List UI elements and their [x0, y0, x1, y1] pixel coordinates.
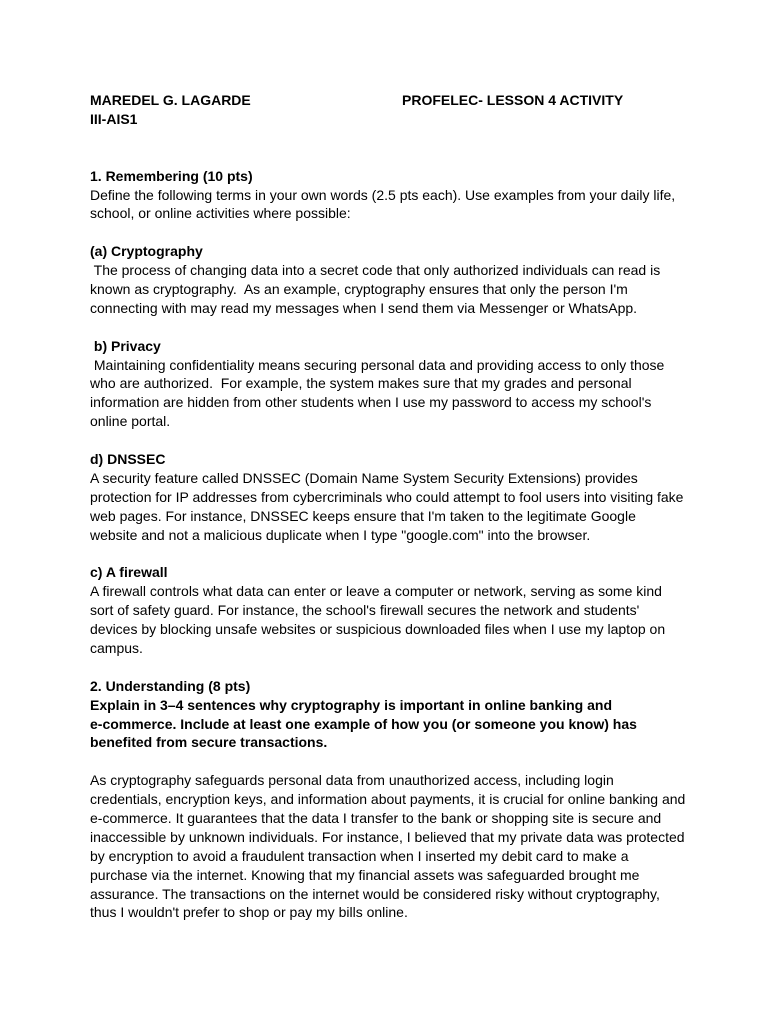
q2-prompt-line: Explain in 3–4 sentences why cryptography is important in online banking and — [90, 696, 612, 713]
q2-prompt-line: benefited from secure transactions. — [90, 734, 328, 751]
term-heading-dnssec: d) DNSSEC — [90, 451, 166, 468]
document-page — [90, 91, 690, 922]
spacer — [90, 752, 690, 771]
q2-answer-line: e-commerce. It guarantees that the data I transfer to the bank or shopping site is secure and — [90, 809, 662, 826]
term-body-line: website and not a malicious duplicate when I type "google.com" into the browser. — [90, 526, 591, 543]
term-body-line: A security feature called DNSSEC (Domain Name System Security Extensions) provides — [90, 469, 638, 486]
q2-answer-line: purchase via the internet. Knowing that my financial assets was safeguarded brought me — [90, 866, 640, 883]
q2-answer-line: inaccessible by unknown individuals. For instance, I believed that my private data was protected — [90, 828, 685, 845]
q2-prompt-line: e-commerce. Include at least one example of how you (or someone you know) has — [90, 715, 637, 732]
term-body-line: campus. — [90, 639, 143, 656]
spacer — [90, 658, 690, 677]
term-body-line: The process of changing data into a secret code that only authorized individuals can read is — [90, 262, 661, 279]
term-body-line: online portal. — [90, 413, 171, 430]
term-body-line: web pages. For instance, DNSSEC keeps ensure that I'm taken to the legitimate Google — [90, 507, 636, 524]
q2-answer-line: As cryptography safeguards personal data from unauthorized access, including login — [90, 772, 614, 789]
term-body-line: connecting with may read my messages when I send them via Messenger or WhatsApp. — [90, 299, 638, 316]
spacer — [90, 545, 690, 564]
spacer — [90, 223, 690, 242]
q2-title: 2. Understanding (8 pts) — [90, 677, 251, 694]
term-body-line: known as cryptography. As an example, cryptography ensures that only the person I'm — [90, 281, 628, 298]
q2-answer-line: by encryption to avoid a fraudulent transaction when I inserted my debit card to make a — [90, 847, 629, 864]
term-body-line: protection for IP addresses from cybercriminals who could attempt to fool users into visiting fake — [90, 488, 684, 505]
term-heading-firewall: c) A firewall — [90, 564, 168, 581]
term-body-line: Maintaining confidentiality means securing personal data and providing access to only those — [90, 356, 665, 373]
student-name: MAREDEL G. LAGARDE — [90, 92, 251, 108]
term-body-line: A firewall controls what data can enter or leave a computer or network, serving as some kind — [90, 583, 662, 600]
term-body-line: sort of safety guard. For instance, the school's firewall secures the network and students' — [90, 602, 640, 619]
term-body-line: devices by blocking unsafe websites or suspicious downloaded files when I use my laptop on — [90, 621, 666, 638]
q2-answer-line: thus I wouldn't prefer to shop or pay my bills online. — [90, 904, 408, 921]
q1-title: 1. Remembering (10 pts) — [90, 167, 253, 184]
term-heading-privacy: b) Privacy — [90, 337, 161, 354]
spacer — [90, 318, 690, 337]
spacer — [90, 431, 690, 450]
q1-instructions-line: school, or online activities where possible: — [90, 205, 351, 222]
term-heading-cryptography: (a) Cryptography — [90, 243, 203, 260]
term-body-line: who are authorized. For example, the system makes sure that my grades and personal — [90, 375, 632, 392]
spacer — [90, 129, 690, 167]
header-row — [90, 91, 690, 110]
activity-title: PROFELEC- LESSON 4 ACTIVITY — [402, 92, 624, 108]
q1-instructions-line: Define the following terms in your own words (2.5 pts each). Use examples from your daily life, — [90, 186, 676, 203]
q2-answer-line: credentials, encryption keys, and information about payments, it is crucial for online banking and — [90, 791, 686, 808]
section-code: III-AIS1 — [90, 111, 138, 127]
term-body-line: information are hidden from other students when I use my password to access my school's — [90, 394, 652, 411]
q2-answer-line: assurance. The transactions on the internet would be considered risky without cryptography, — [90, 885, 660, 902]
